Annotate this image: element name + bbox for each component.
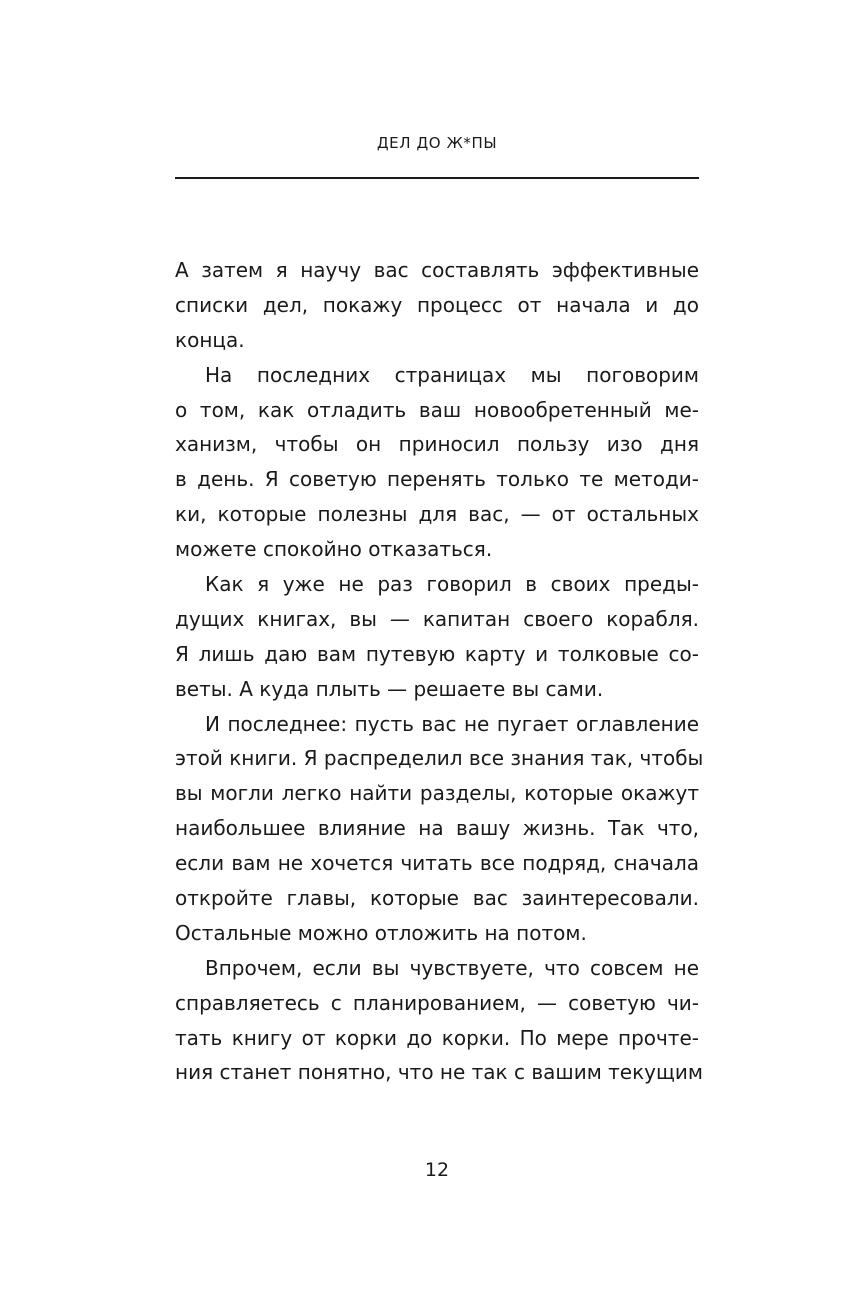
text-line: конца. [175,327,245,352]
text-line: Я лишь даю вам путевую карту и толковые со- [175,641,699,666]
paragraph [175,358,699,567]
text-line: списки дел, покажу процесс от начала и до [175,292,699,317]
text-line: ханизм, чтобы он приносил пользу изо дня [175,432,699,457]
text-line: можете спокойно отказаться. [175,537,493,562]
text-line: На последних страницах мы поговорим [205,362,699,387]
text-line: откройте главы, которые вас заинтересовали. [175,886,699,911]
text-line: тать книгу от корки до корки. По мере прочте- [175,1025,699,1050]
body-text [175,253,704,1090]
running-head: ДЕЛ ДО Ж*ПЫ [376,134,498,152]
text-line: наибольшее влияние на вашу жизнь. Так что, [175,816,699,841]
text-line: этой книги. Я распределил все знания так, чтобы [175,746,704,771]
header-rule [175,177,699,179]
text-line: И последнее: пусть вас не пугает оглавление [205,711,699,736]
text-line: Как я уже не раз говорил в своих преды- [205,572,699,597]
text-line: веты. А куда плыть — решаете вы сами. [175,676,604,701]
text-line: ки, которые полезны для вас, — от остальных [175,502,699,527]
text-line: если вам не хочется читать все подряд, сначала [175,851,699,876]
text-line: Впрочем, если вы чувствуете, что совсем не [205,955,699,980]
text-line: вы могли легко найти разделы, которые окажут [175,781,699,806]
paragraph [175,567,699,707]
page-number: 12 [424,1159,450,1181]
paragraph [175,951,703,1091]
text-line: А затем я научу вас составлять эффективные [175,258,699,282]
paragraph [175,253,699,358]
text-line: в день. Я советую перенять только те методи- [175,467,699,492]
text-line: Остальные можно отложить на потом. [175,920,587,945]
text-line: о том, как отладить ваш новообретенный ме- [175,397,699,422]
text-line: ния станет понятно, что не так с вашим текущим [175,1060,703,1085]
text-line: дущих книгах, вы — капитан своего корабля. [175,606,699,631]
text-line: справляетесь с планированием, — советую чи- [175,990,699,1015]
paragraph [175,707,704,951]
